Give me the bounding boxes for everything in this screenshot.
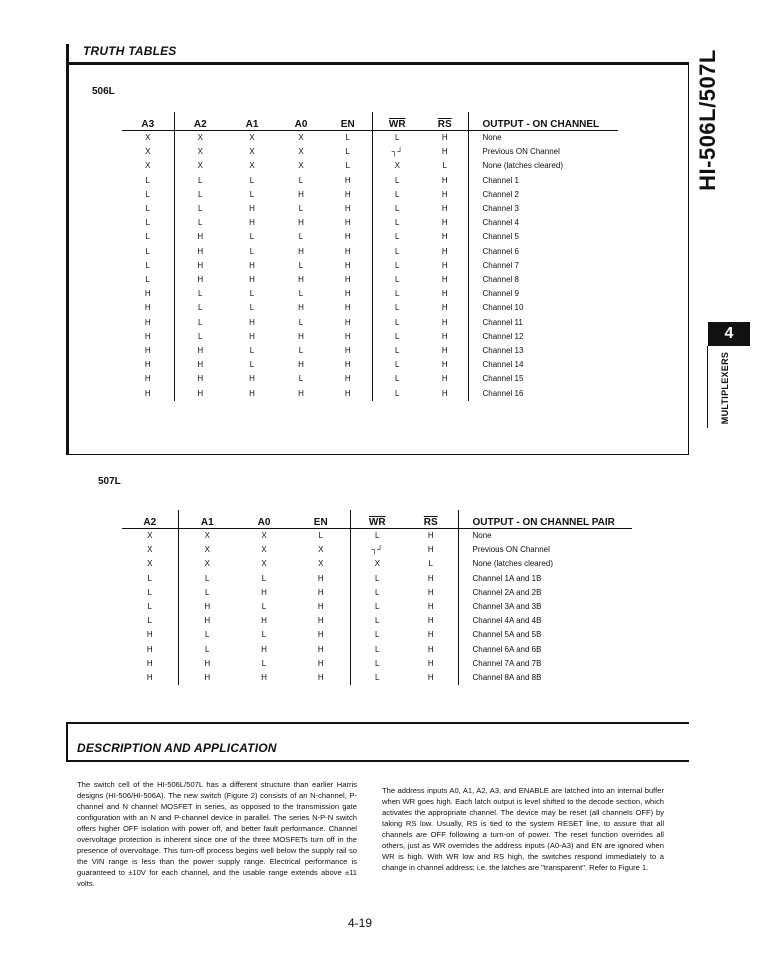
- logic-cell: L: [350, 657, 404, 671]
- logic-cell: X: [350, 557, 404, 571]
- logic-cell: L: [298, 317, 304, 327]
- logic-cell: H: [249, 260, 255, 270]
- logic-cell: L: [345, 147, 350, 157]
- logic-cell: H: [144, 360, 151, 370]
- part-title: HI-506L/507L: [695, 49, 720, 191]
- logic-cell: H: [178, 600, 236, 614]
- logic-cell: H: [427, 673, 434, 683]
- logic-cell: H: [249, 275, 255, 285]
- logic-cell: H: [427, 630, 434, 640]
- logic-cell: H: [178, 671, 236, 685]
- logic-cell: H: [344, 175, 351, 185]
- logic-cell: H: [427, 644, 434, 654]
- logic-cell: L: [350, 628, 404, 642]
- logic-cell: X: [145, 133, 151, 142]
- logic-cell: H: [317, 573, 324, 583]
- table-row: [122, 671, 632, 685]
- logic-cell: H: [344, 331, 351, 341]
- logic-cell: H: [427, 545, 434, 555]
- output-cell: Channel 2: [468, 188, 618, 202]
- logic-cell: H: [144, 317, 151, 327]
- logic-cell: L: [145, 175, 150, 185]
- logic-cell: H: [441, 175, 448, 185]
- logic-cell: H: [441, 260, 448, 270]
- logic-cell: H: [144, 346, 151, 356]
- column-header: $\overline{WR}$: [372, 112, 422, 131]
- logic-cell: L: [249, 246, 255, 256]
- description-left-paragraph: The switch cell of the HI-506L/507L has a different structure than earlier Harris designs (HI-506/HI-506A). The new switch (Figure 2) consists of an N-channel, P-channel and N channel MOSFET in series, as opposed to the transmission gate configuration with an N and P-channel device in parallel. The series N-P-N switch offers higher OFF isolation with power off, and better fault performance. Channel overvoltage protection is inherent since one of the three MOSFETs turn off in the presence of overvoltage. This turn-off process begins well below the supply rail so the VIN range is less than the power supply range. Electrical performance is guaranteed to ±10V for each channel, and the usable range extends above ±11 volts.: [77, 780, 357, 888]
- logic-cell: H: [317, 630, 324, 640]
- logic-cell: X: [178, 557, 236, 571]
- table-row: [122, 543, 632, 557]
- column-header: EN: [292, 510, 350, 529]
- logic-cell: H: [344, 388, 351, 398]
- logic-cell: X: [261, 531, 267, 540]
- logic-cell: H: [174, 230, 226, 244]
- output-cell: Channel 2A and 2B: [458, 586, 632, 600]
- logic-cell: X: [174, 159, 226, 173]
- logic-cell: H: [441, 232, 448, 242]
- logic-cell: H: [174, 259, 226, 273]
- truth-table-506l: [122, 112, 618, 401]
- logic-cell: L: [174, 216, 226, 230]
- table-row: [122, 643, 632, 657]
- logic-cell: H: [427, 587, 434, 597]
- logic-cell: H: [344, 317, 351, 327]
- logic-cell: L: [350, 671, 404, 685]
- logic-cell: H: [298, 246, 304, 256]
- logic-cell: L: [261, 658, 267, 668]
- logic-cell: L: [249, 346, 255, 356]
- output-cell: Channel 1A and 1B: [458, 572, 632, 586]
- logic-cell: H: [317, 616, 324, 626]
- logic-cell: X: [249, 147, 255, 157]
- logic-cell: X: [145, 161, 151, 171]
- logic-cell: X: [249, 161, 255, 171]
- logic-cell: X: [318, 559, 324, 569]
- logic-cell: L: [249, 360, 255, 370]
- logic-cell: L: [178, 628, 236, 642]
- logic-cell: H: [298, 189, 304, 199]
- logic-cell: H: [427, 616, 434, 626]
- logic-cell: H: [146, 658, 153, 668]
- logic-cell: L: [372, 372, 422, 386]
- logic-cell: L: [147, 616, 152, 626]
- logic-cell: L: [145, 275, 150, 285]
- output-cell: Channel 5: [468, 230, 618, 244]
- logic-cell: L: [145, 246, 150, 256]
- header-rule: [66, 62, 688, 65]
- output-cell: Channel 15: [468, 372, 618, 386]
- logic-cell: L: [145, 189, 150, 199]
- logic-cell: X: [249, 133, 255, 142]
- logic-cell: L: [249, 232, 255, 242]
- logic-cell: H: [317, 673, 324, 683]
- table-row: [122, 174, 618, 188]
- logic-cell: H: [144, 289, 151, 299]
- logic-cell: H: [178, 614, 236, 628]
- logic-cell: X: [372, 159, 422, 173]
- table-row: [122, 159, 618, 173]
- logic-cell: L: [249, 303, 255, 313]
- logic-cell: L: [298, 374, 304, 384]
- logic-cell: H: [344, 232, 351, 242]
- logic-cell: L: [372, 387, 422, 401]
- logic-cell: X: [261, 559, 267, 569]
- logic-cell: L: [442, 161, 447, 171]
- table-row: [122, 316, 618, 330]
- logic-cell: ┐┘: [350, 543, 404, 557]
- logic-cell: L: [372, 358, 422, 372]
- logic-cell: H: [174, 273, 226, 287]
- output-cell: Channel 9: [468, 287, 618, 301]
- table-row: [122, 387, 618, 401]
- column-header: OUTPUT - ON CHANNEL: [468, 112, 618, 131]
- logic-cell: H: [174, 372, 226, 386]
- logic-cell: H: [317, 602, 324, 612]
- logic-cell: H: [249, 218, 255, 228]
- logic-cell: H: [174, 387, 226, 401]
- logic-cell: L: [372, 330, 422, 344]
- table-row: [122, 216, 618, 230]
- description-left-rule: [66, 722, 68, 762]
- output-cell: Channel 10: [468, 301, 618, 315]
- column-header: A2: [122, 510, 178, 529]
- logic-cell: H: [174, 344, 226, 358]
- logic-cell: H: [344, 218, 351, 228]
- description-right-paragraph: The address inputs A0, A1, A2, A3, and ENABLE are latched into an internal buffer when WR goes high. Each latch output is level shifted to the decode section, which activates the appropriate channel. The device may be reset (all channels OFF) by taking RS low. Usually, RS is tied to the system RESET line, to assure that all channels are OFF following a turn-on of power. The reset function overrides all others, just as WR overrides the address inputs (A0-A3) and EN are ignored when WR is high. With WR low and RS high, the switches respond immediately to a change in channel address; i.e. the latches are "transparent". Refer to Figure 1.: [382, 786, 664, 872]
- logic-cell: L: [350, 529, 404, 544]
- table-row: [122, 230, 618, 244]
- logic-cell: X: [298, 161, 304, 171]
- logic-cell: L: [174, 188, 226, 202]
- logic-cell: H: [144, 388, 151, 398]
- logic-cell: L: [372, 301, 422, 315]
- column-header: A2: [174, 112, 226, 131]
- logic-cell: H: [298, 303, 304, 313]
- logic-cell: L: [298, 346, 304, 356]
- table-row: [122, 131, 618, 146]
- logic-cell: L: [261, 602, 267, 612]
- logic-cell: L: [372, 245, 422, 259]
- logic-cell: L: [178, 643, 236, 657]
- logic-cell: X: [147, 531, 153, 540]
- output-cell: None: [458, 529, 632, 544]
- logic-cell: L: [350, 643, 404, 657]
- logic-cell: L: [174, 301, 226, 315]
- logic-cell: L: [372, 273, 422, 287]
- logic-cell: H: [427, 602, 434, 612]
- logic-cell: H: [317, 644, 324, 654]
- logic-cell: H: [344, 246, 351, 256]
- section-title-description: DESCRIPTION AND APPLICATION: [77, 741, 277, 755]
- logic-cell: L: [372, 131, 422, 146]
- logic-cell: L: [147, 602, 152, 612]
- logic-cell: H: [144, 303, 151, 313]
- table-row: [122, 301, 618, 315]
- logic-cell: X: [174, 145, 226, 159]
- table-row: [122, 614, 632, 628]
- logic-cell: L: [372, 287, 422, 301]
- logic-cell: L: [298, 204, 304, 214]
- output-cell: Channel 4: [468, 216, 618, 230]
- logic-cell: L: [178, 586, 236, 600]
- logic-cell: X: [318, 545, 324, 555]
- output-cell: Channel 3A and 3B: [458, 600, 632, 614]
- logic-cell: X: [178, 543, 236, 557]
- logic-cell: H: [317, 587, 324, 597]
- logic-cell: H: [249, 331, 255, 341]
- logic-cell: L: [249, 189, 255, 199]
- table-row: [122, 202, 618, 216]
- separator-rule: [66, 454, 689, 455]
- logic-cell: L: [145, 232, 150, 242]
- table-row: [122, 600, 632, 614]
- logic-cell: X: [147, 559, 153, 569]
- left-frame-rule: [66, 44, 69, 454]
- logic-cell: X: [174, 131, 226, 146]
- output-cell: Channel 6: [468, 245, 618, 259]
- table-row: [122, 657, 632, 671]
- logic-cell: H: [146, 644, 153, 654]
- logic-cell: H: [146, 673, 153, 683]
- logic-cell: H: [178, 657, 236, 671]
- logic-cell: H: [441, 331, 448, 341]
- logic-cell: H: [441, 360, 448, 370]
- table-row: [122, 273, 618, 287]
- logic-cell: X: [145, 147, 151, 157]
- logic-cell: H: [261, 587, 267, 597]
- logic-cell: L: [298, 232, 304, 242]
- logic-cell: L: [249, 289, 255, 299]
- output-cell: Channel 3: [468, 202, 618, 216]
- logic-cell: H: [144, 374, 151, 384]
- column-header: $\overline{RS}$: [404, 510, 458, 529]
- logic-cell: L: [298, 175, 304, 185]
- table-row: [122, 287, 618, 301]
- logic-cell: L: [145, 204, 150, 214]
- logic-cell: L: [372, 344, 422, 358]
- logic-cell: H: [344, 260, 351, 270]
- table-row: [122, 145, 618, 159]
- column-header: OUTPUT - ON CHANNEL PAIR: [458, 510, 632, 529]
- logic-cell: L: [372, 316, 422, 330]
- logic-cell: L: [147, 573, 152, 583]
- output-cell: Channel 6A and 6B: [458, 643, 632, 657]
- logic-cell: L: [350, 614, 404, 628]
- logic-cell: H: [144, 331, 151, 341]
- table-507l-label: 507L: [98, 476, 121, 487]
- output-cell: Channel 1: [468, 174, 618, 188]
- table-row: [122, 330, 618, 344]
- logic-cell: H: [441, 289, 448, 299]
- logic-cell: H: [344, 275, 351, 285]
- logic-cell: X: [261, 545, 267, 555]
- table-row: [122, 586, 632, 600]
- logic-cell: L: [345, 161, 350, 171]
- table-row: [122, 529, 632, 544]
- logic-cell: L: [350, 600, 404, 614]
- logic-cell: H: [174, 358, 226, 372]
- logic-cell: L: [372, 188, 422, 202]
- column-header: EN: [324, 112, 372, 131]
- column-header: A3: [122, 112, 174, 131]
- logic-cell: L: [145, 260, 150, 270]
- output-cell: Channel 12: [468, 330, 618, 344]
- logic-cell: H: [298, 360, 304, 370]
- logic-cell: X: [298, 133, 304, 142]
- logic-cell: H: [441, 218, 448, 228]
- logic-cell: L: [174, 316, 226, 330]
- table-row: [122, 344, 618, 358]
- logic-cell: H: [298, 331, 304, 341]
- logic-cell: H: [441, 317, 448, 327]
- logic-cell: H: [298, 275, 304, 285]
- logic-cell: H: [261, 616, 267, 626]
- logic-cell: H: [249, 374, 255, 384]
- logic-cell: H: [344, 289, 351, 299]
- logic-cell: L: [318, 531, 323, 540]
- logic-cell: H: [441, 204, 448, 214]
- logic-cell: L: [372, 216, 422, 230]
- output-cell: Channel 7: [468, 259, 618, 273]
- table-row: [122, 358, 618, 372]
- output-cell: Channel 4A and 4B: [458, 614, 632, 628]
- logic-cell: L: [145, 218, 150, 228]
- column-header: $\overline{RS}$: [422, 112, 468, 131]
- output-cell: Channel 16: [468, 387, 618, 401]
- logic-cell: L: [372, 174, 422, 188]
- logic-cell: H: [261, 644, 267, 654]
- logic-cell: H: [344, 204, 351, 214]
- logic-cell: H: [427, 531, 434, 540]
- logic-cell: H: [298, 218, 304, 228]
- output-cell: Channel 8: [468, 273, 618, 287]
- output-cell: Previous ON Channel: [458, 543, 632, 557]
- logic-cell: H: [174, 245, 226, 259]
- table-row: [122, 557, 632, 571]
- logic-cell: H: [427, 658, 434, 668]
- column-header: A0: [278, 112, 324, 131]
- logic-cell: L: [350, 572, 404, 586]
- column-header: A1: [178, 510, 236, 529]
- table-row: [122, 245, 618, 259]
- logic-cell: H: [317, 658, 324, 668]
- logic-cell: H: [441, 133, 448, 142]
- description-top-rule: [66, 722, 689, 724]
- logic-cell: H: [146, 630, 153, 640]
- logic-cell: L: [345, 133, 350, 142]
- logic-cell: H: [261, 673, 267, 683]
- output-cell: Previous ON Channel: [468, 145, 618, 159]
- logic-cell: H: [441, 275, 448, 285]
- column-header: A0: [236, 510, 292, 529]
- page-number: 4-19: [348, 916, 373, 930]
- table-row: [122, 188, 618, 202]
- logic-cell: L: [174, 330, 226, 344]
- side-tab-rule: [707, 346, 708, 428]
- table-506l-label: 506L: [92, 86, 115, 97]
- column-header: A1: [226, 112, 278, 131]
- logic-cell: H: [249, 388, 255, 398]
- logic-cell: H: [298, 388, 304, 398]
- logic-cell: H: [441, 374, 448, 384]
- table-row: [122, 372, 618, 386]
- logic-cell: H: [344, 189, 351, 199]
- logic-cell: H: [441, 388, 448, 398]
- logic-cell: L: [372, 202, 422, 216]
- logic-cell: X: [298, 147, 304, 157]
- output-cell: None: [468, 131, 618, 146]
- logic-cell: L: [298, 260, 304, 270]
- column-header: $\overline{WR}$: [350, 510, 404, 529]
- description-bottom-rule: [66, 760, 689, 762]
- table-row: [122, 628, 632, 642]
- logic-cell: H: [441, 303, 448, 313]
- logic-cell: H: [441, 147, 448, 157]
- logic-cell: H: [344, 303, 351, 313]
- output-cell: Channel 11: [468, 316, 618, 330]
- output-cell: None (latches cleared): [468, 159, 618, 173]
- logic-cell: H: [344, 360, 351, 370]
- logic-cell: H: [344, 374, 351, 384]
- logic-cell: L: [174, 202, 226, 216]
- logic-cell: L: [249, 175, 255, 185]
- output-cell: Channel 14: [468, 358, 618, 372]
- output-cell: Channel 7A and 7B: [458, 657, 632, 671]
- section-title-truth-tables: TRUTH TABLES: [83, 44, 177, 58]
- logic-cell: L: [174, 287, 226, 301]
- logic-cell: L: [174, 174, 226, 188]
- output-cell: None (latches cleared): [458, 557, 632, 571]
- logic-cell: H: [441, 346, 448, 356]
- logic-cell: X: [178, 529, 236, 544]
- section-tab-label: MULTIPLEXERS: [720, 351, 730, 425]
- logic-cell: L: [261, 630, 267, 640]
- logic-cell: X: [147, 545, 153, 555]
- logic-cell: L: [428, 559, 433, 569]
- output-cell: Channel 13: [468, 344, 618, 358]
- logic-cell: H: [427, 573, 434, 583]
- logic-cell: H: [249, 317, 255, 327]
- table-row: [122, 259, 618, 273]
- logic-cell: H: [441, 246, 448, 256]
- logic-cell: H: [249, 204, 255, 214]
- right-frame-rule: [688, 62, 689, 455]
- logic-cell: H: [344, 346, 351, 356]
- logic-cell: L: [147, 587, 152, 597]
- logic-cell: ┐┘: [372, 145, 422, 159]
- output-cell: Channel 8A and 8B: [458, 671, 632, 685]
- section-tab-number: 4: [708, 322, 750, 346]
- logic-cell: L: [372, 230, 422, 244]
- logic-cell: L: [298, 289, 304, 299]
- truth-table-507l: [122, 510, 632, 685]
- logic-cell: L: [372, 259, 422, 273]
- output-cell: Channel 5A and 5B: [458, 628, 632, 642]
- logic-cell: L: [350, 586, 404, 600]
- logic-cell: L: [178, 572, 236, 586]
- logic-cell: L: [261, 573, 267, 583]
- table-row: [122, 572, 632, 586]
- logic-cell: H: [441, 189, 448, 199]
